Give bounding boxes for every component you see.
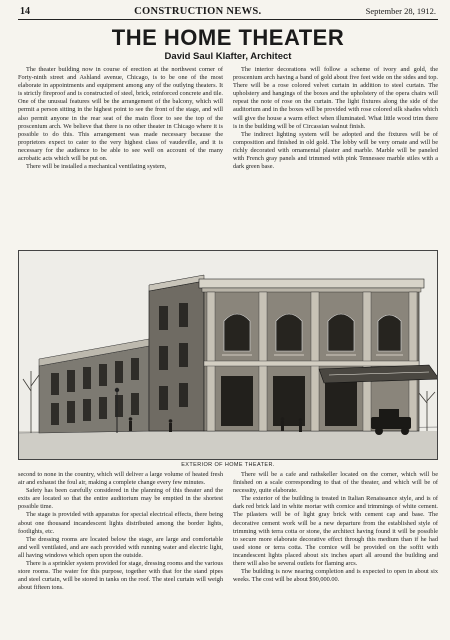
theater-drawing [19, 251, 438, 460]
issue-date: September 28, 1912. [365, 6, 436, 16]
publication-name: CONSTRUCTION NEWS. [134, 6, 262, 17]
paragraph: The stage is provided with apparatus for special electrical effects, there being about one thousand incandescent lights distributed among the border lights, footlights, etc. [18, 511, 223, 535]
paragraph: The building is now nearing completion and is expected to open in about six weeks. The cost will be about $90,000.00. [233, 568, 438, 584]
paragraph: The indirect lighting system will be adopted and the fixtures will be of composition and finished in old gold. The lobby will be very ornate and will be richly decorated with ornamental plaster and marble. Marble will be paneled with French gray panels and trimmed with pink Tennessee marble stiles with a dark green base. [233, 130, 438, 171]
bottom-right-column [233, 471, 438, 640]
bottom-text-columns [18, 471, 438, 640]
paragraph: The interior decorations will follow a scheme of ivory and gold, the proscenium arch having a band of gold about five feet wide on the sides and top. There will be a rose colored velvet curtain in addition to steel curtain. The upholstery and hangings of the boxes and the upholstery of the opera chairs will repeat the note of rose on the curtain. The light fixtures along the side of the auditorium and in the boxes will be provided with rose colored silk shades which will give the house a warm effect when illuminated. What little wood trim there is in the building will be of Circassian walnut finish. [233, 66, 438, 130]
article-title: THE HOME THEATER [111, 25, 345, 50]
paragraph: The dressing rooms are located below the stage, are large and comfortable and well ventilated, and are each provided with running water and electric light, all having windows which open upon the outside. [18, 535, 223, 559]
magazine-page [18, 6, 438, 634]
top-left-column [18, 66, 223, 246]
article-byline: David Saul Klafter, Architect [164, 51, 292, 62]
paragraph: There will be installed a mechanical ventilating system, [26, 163, 167, 171]
theater-exterior-illustration [18, 250, 438, 460]
top-text-columns [18, 66, 438, 246]
figure-caption: EXTERIOR OF HOME THEATER. [181, 462, 275, 468]
paragraph: There will be a cafe and rathskeller located on the corner, which will be finished on a scale corresponding to that of the theater, and which will be of necessity, quite elaborate. [233, 471, 438, 495]
paragraph: second to none in the country, which will deliver a large volume of heated fresh air and exhaust the foul air, making a complete change every few minutes. [18, 471, 223, 487]
paragraph: There is a sprinkler system provided for stage, dressing rooms and the various store rooms. The water for this purpose, together with that for the stand pipes and steel curtain, will be stored in tanks on the roof. The steel curtain will weigh about fifteen tons. [18, 560, 223, 592]
page-number: 14 [20, 6, 30, 17]
top-right-column [233, 66, 438, 246]
paragraph: The exterior of the building is treated in Italian Renaissance style, and is of dark red brick laid in white mortar with cornice and trimmings of white cement. The pilasters will be of light gray brick with cement cap and base. The decorative cement work will be a new departure from the established style of trimming with terra cotta or stone, the architect having found it will be possible to secure more elaborate decorative effect through this medium than if he had used stone or terra cotta. The cornice will be provided on the soffit with incandescent lights placed about six inches apart all around the building and there will also be several outlets for flaming arcs. [233, 495, 438, 568]
paragraph: Safety has been carefully considered in the planning of this theater and the exits are located so that the entire auditorium may be emptied in the shortest possible time. [18, 487, 223, 511]
bottom-left-column [18, 471, 223, 640]
paragraph: The theater building now in course of erection at the northwest corner of Forty-ninth street and Ashland avenue, Chicago, is to be one of the most elaborate in appointments and equipment among any of the outlying theaters. It is strictly fireproof and is constructed of steel, brick, reinforced concrete and tile. One of the unusual features will be the arrangement of the balcony, which will permit a person sitting in the highest point to see the front of the stage, and will also permit anyone in the rear seat of the main floor to see the top of the proscenium arch. We believe that there is no other theater in Chicago where it is possible to do this. This arrangement was made necessary because the proprietors expect to cater to the very highest class of vaudeville, and it is necessary for the audience to be able to see well on account of the many acrobatic acts which will be put on. [18, 66, 223, 163]
running-head [18, 6, 438, 20]
